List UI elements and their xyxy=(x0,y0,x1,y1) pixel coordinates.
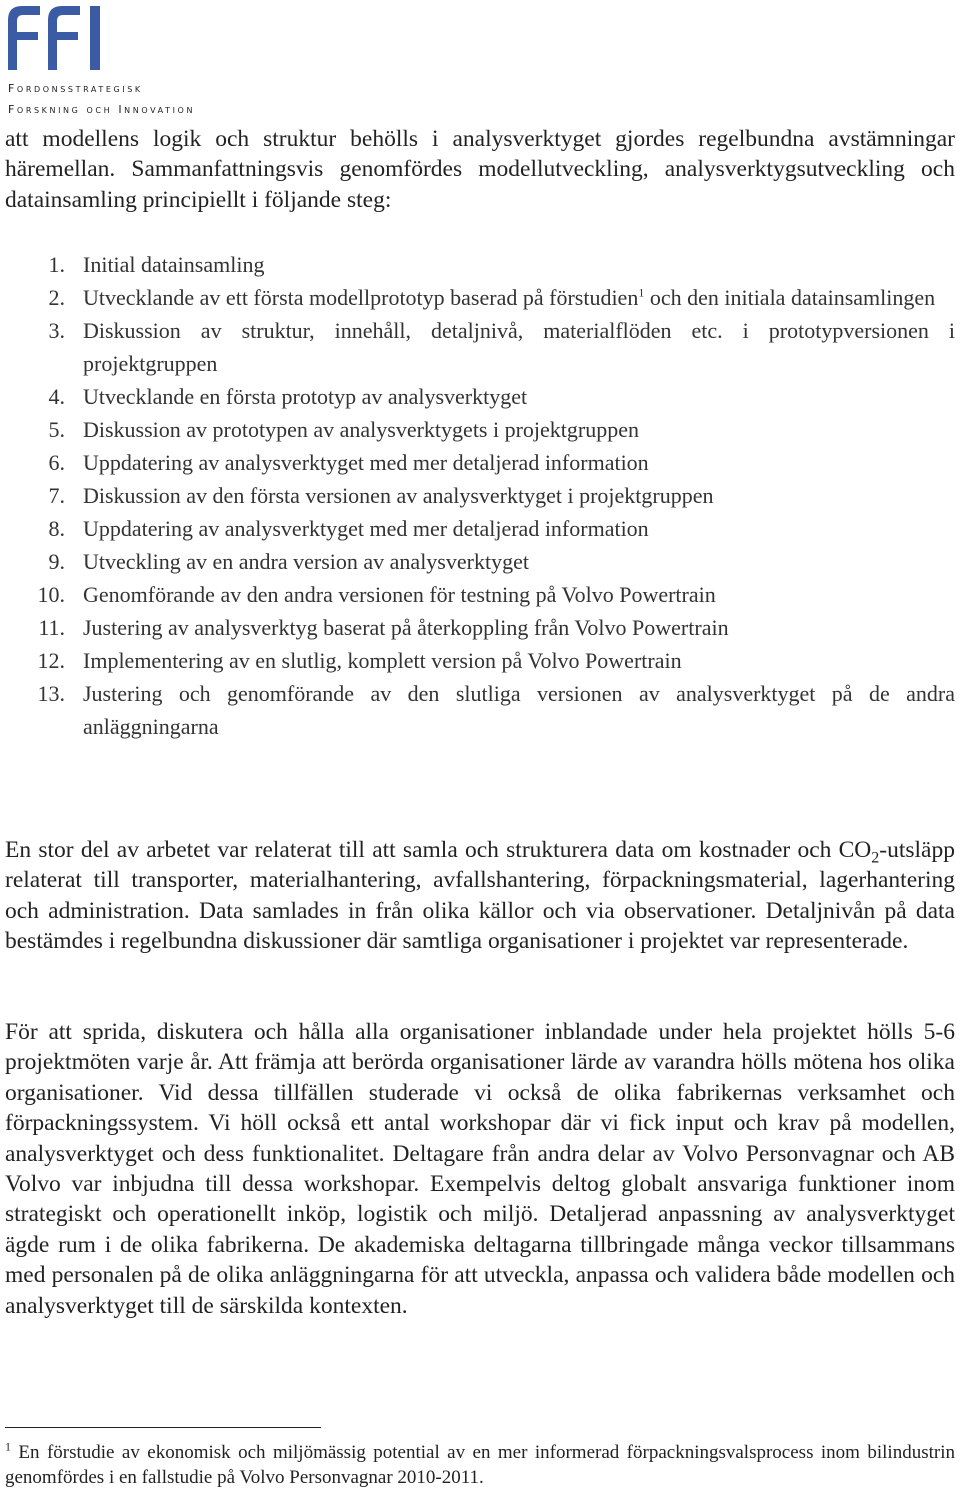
ffi-logo xyxy=(6,2,246,120)
list-item xyxy=(5,479,955,512)
list-item-text: Utvecklande av ett första modellprototyp baserad på förstudien xyxy=(83,285,639,310)
paragraph-text xyxy=(5,835,955,957)
paragraph-text-part: -utsläpp relaterat till transporter, materialhantering, avfallshantering, förpackningsmaterial, lagerhantering och administration. Data samlades in från olika källor och via observationer. Detaljnivån på data bestämdes i regelbundna diskussioner där samtliga organisationer i projektet var representerade. xyxy=(5,837,955,955)
list-item-number: 9. xyxy=(48,549,65,574)
list-item-number: 8. xyxy=(48,516,65,541)
list-item-text: Utveckling av en andra version av analysverktyget xyxy=(83,549,529,574)
intro-text: att modellens logik och struktur behölls i analysverktyget gjordes regelbundna avstämningar häremellan. Sammanfattningsvis genomfördes modellutveckling, analysverktygsutveckling och datainsamling principiellt i följande steg: xyxy=(5,126,955,213)
list-item-text: Justering och genomförande av den slutliga versionen av analysverktyget på de andra anläggningarna xyxy=(83,681,955,739)
list-item-text: Genomförande av den andra versionen för testning på Volvo Powertrain xyxy=(83,582,716,607)
list-item-text: Uppdatering av analysverktyget med mer detaljerad information xyxy=(83,450,649,475)
list-item-text-continued: och den initiala datainsamlingen xyxy=(644,285,936,310)
list-item xyxy=(5,644,955,677)
list-item xyxy=(5,314,955,380)
list-item xyxy=(5,512,955,545)
list-item-text: Diskussion av den första versionen av analysverktyget i projektgruppen xyxy=(83,483,714,508)
paragraph-text: För att sprida, diskutera och hålla alla organisationer inblandade under hela projektet hölls 5-6 projektmöten varje år. Att främja att berörda organisationer lärde av varandra hölls mötena hos olika organisationer. Vid dessa tillfällen studerade vi också de olika fabrikernas verksamhet och förpackningssystem. Vi höll också ett antal workshopar där vi fick input och krav på modellen, analysverktyget och dess funktionalitet. Deltagare från andra delar av Volvo Personvagnar och AB Volvo var inbjudna till dessa workshopar. Exempelvis deltog globalt ansvariga funktioner inom strategiskt och operationellt inköp, logistik och miljö. Detaljerad anpassning av analysverktyget ägde rum i de olika fabrikerna. De akademiska deltagarna tillbringade många veckor tillsammans med personalen på de olika anläggningarna för att utveckla, anpassa och validera både modellen och analysverktyget till de särskilda kontexten. xyxy=(5,1019,955,1319)
list-item-number: 12. xyxy=(37,648,65,673)
list-item-number: 1. xyxy=(48,252,65,277)
list-item-number: 5. xyxy=(48,417,65,442)
list-item-text: Utvecklande en första prototyp av analysverktyget xyxy=(83,384,528,409)
list-item xyxy=(5,578,955,611)
footnote-marker: 1 xyxy=(5,1439,11,1454)
list-item xyxy=(5,677,955,743)
list-item xyxy=(5,380,955,413)
list-item xyxy=(5,281,955,314)
footnote-divider xyxy=(5,1427,321,1428)
list-item-text: Diskussion av struktur, innehåll, detaljnivå, materialflöden etc. i prototypversionen i projektgruppen xyxy=(83,318,955,376)
list-item-number: 10. xyxy=(37,582,65,607)
ffi-logo-mark xyxy=(6,2,106,70)
steps-list xyxy=(5,248,955,743)
list-item-text: Justering av analysverktyg baserat på återkoppling från Volvo Powertrain xyxy=(83,615,729,640)
logo-line-1: Fordonsstrategisk xyxy=(8,82,143,95)
intro-paragraph xyxy=(5,124,955,215)
list-item xyxy=(5,545,955,578)
footnote xyxy=(5,1440,955,1490)
paragraph-data-collection xyxy=(5,835,955,957)
footnote-text: En förstudie av ekonomisk och miljömässig potential av en mer informerad förpackningsvalsprocess inom bilindustrin genomfördes i en fallstudie på Volvo Personvagnar 2010-2011. xyxy=(5,1442,955,1488)
list-item-text: Uppdatering av analysverktyget med mer detaljerad information xyxy=(83,516,649,541)
list-item-number: 4. xyxy=(48,384,65,409)
paragraph-meetings xyxy=(5,1017,955,1321)
list-item-text: Implementering av en slutlig, komplett version på Volvo Powertrain xyxy=(83,648,682,673)
list-item xyxy=(5,413,955,446)
list-item-text: Initial datainsamling xyxy=(83,252,265,277)
footnote-reference[interactable]: 1 xyxy=(638,285,645,300)
list-item-number: 13. xyxy=(37,681,65,706)
list-item-text: Diskussion av prototypen av analysverktygets i projektgruppen xyxy=(83,417,640,442)
logo-line-2: Forskning och Innovation xyxy=(8,103,196,116)
list-item xyxy=(5,248,955,281)
list-item-number: 3. xyxy=(48,318,65,343)
list-item-number: 2. xyxy=(48,285,65,310)
paragraph-text-part: En stor del av arbetet var relaterat till att samla och strukturera data om kostnader och CO xyxy=(5,837,872,863)
list-item-number: 11. xyxy=(38,615,65,640)
list-item xyxy=(5,446,955,479)
co2-subscript: 2 xyxy=(871,849,880,867)
list-item-number: 7. xyxy=(48,483,65,508)
list-item-number: 6. xyxy=(48,450,65,475)
list-item xyxy=(5,611,955,644)
